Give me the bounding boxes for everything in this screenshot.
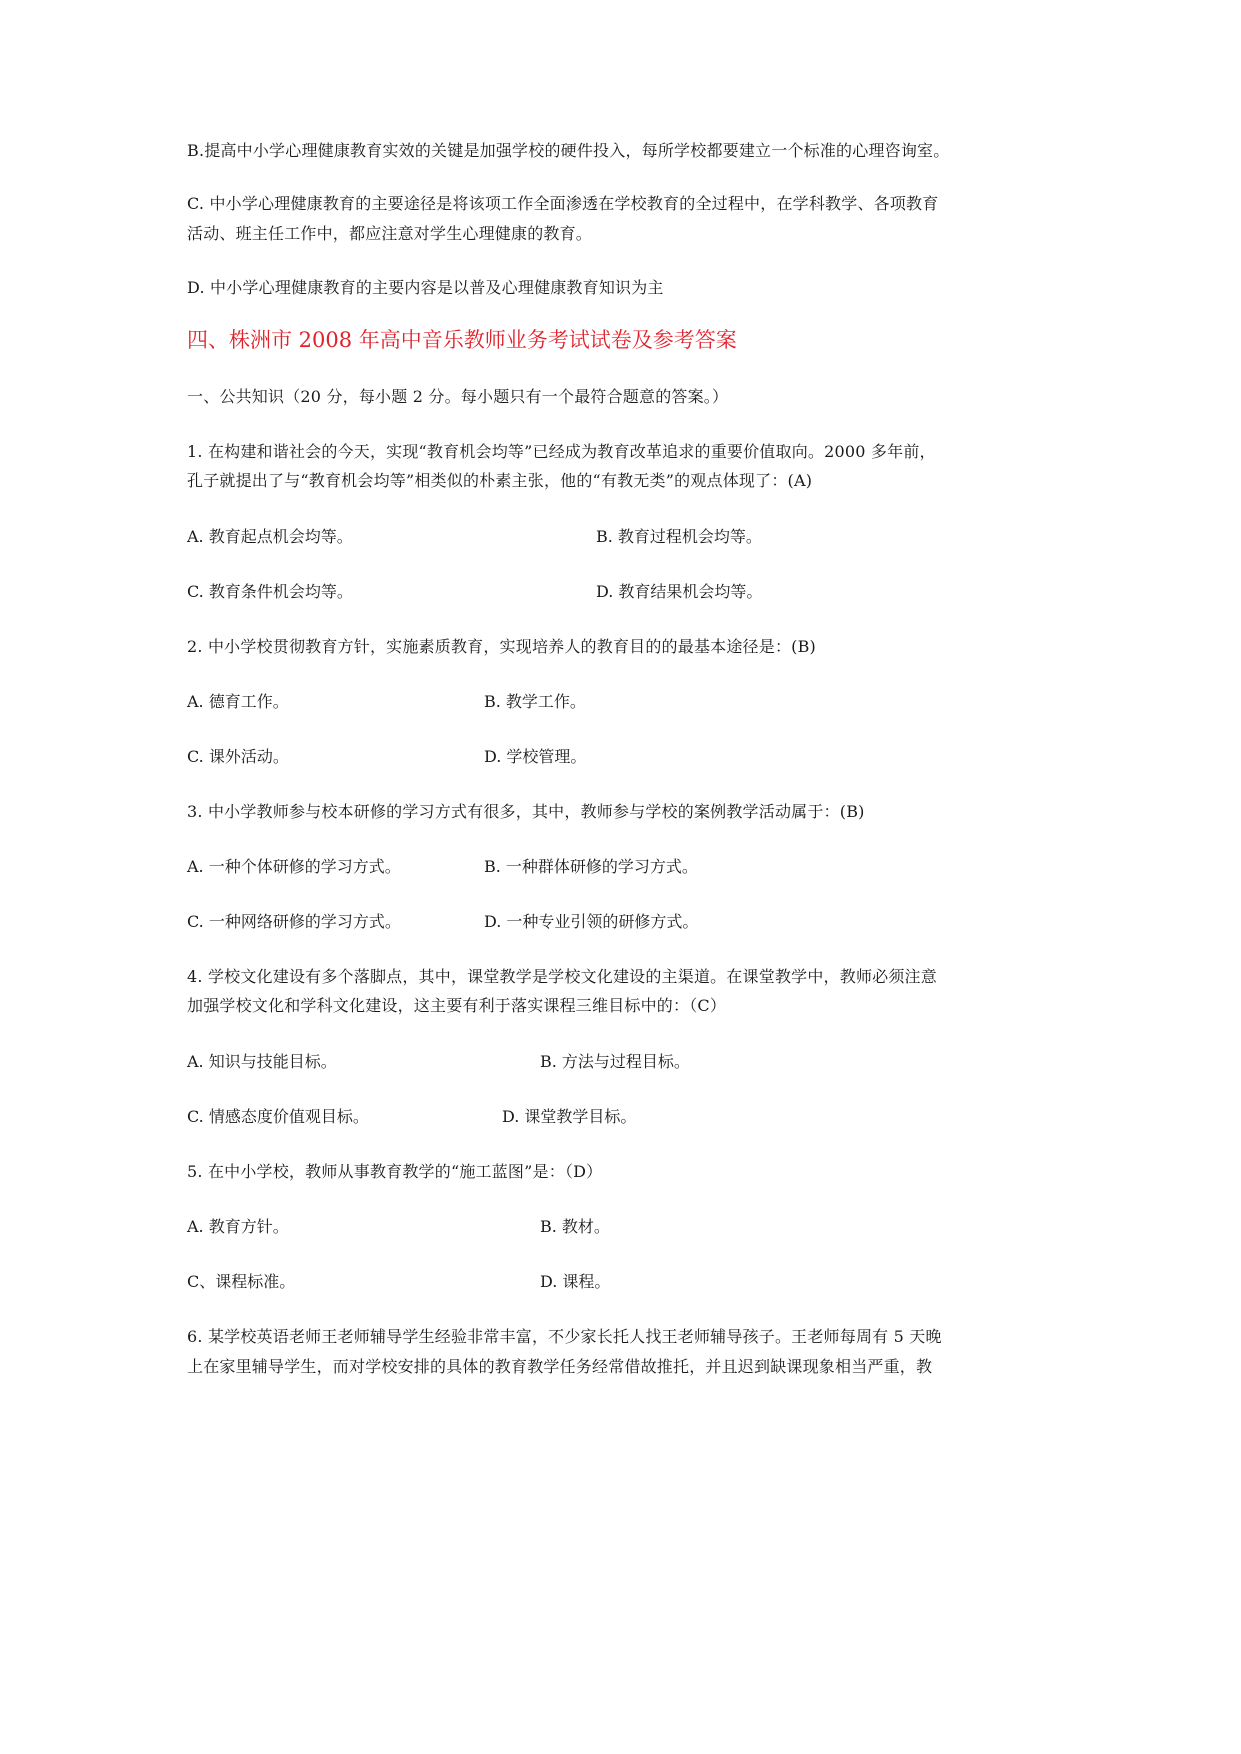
- prev-option-d: D. 中小学心理健康教育的主要内容是以普及心理健康教育知识为主: [187, 278, 664, 297]
- question-2-option-c: C. 课外活动。: [187, 747, 289, 766]
- question-5-line-1: 5. 在中小学校，教师从事教育教学的“施工蓝图”是：（D）: [187, 1162, 603, 1181]
- question-2-line-1: 2. 中小学校贯彻教育方针，实施素质教育，实现培养人的教育目的的最基本途径是：(B): [187, 637, 816, 656]
- question-2-option-b: B. 教学工作。: [484, 692, 586, 711]
- question-3-option-c: C. 一种网络研修的学习方式。: [187, 912, 401, 931]
- question-6-line-1: 6. 某学校英语老师王老师辅导学生经验非常丰富，不少家长托人找王老师辅导孩子。王老师每周有 5 天晚: [187, 1327, 942, 1346]
- question-5-option-a: A. 教育方针。: [187, 1217, 289, 1236]
- question-1-line-1: 1. 在构建和谐社会的今天，实现“教育机会均等”已经成为教育改革追求的重要价值取向。2000 多年前，: [187, 442, 936, 461]
- part-title: 一、公共知识（20 分，每小题 2 分。每小题只有一个最符合题意的答案。）: [187, 387, 729, 406]
- question-5-option-c: C、课程标准。: [187, 1272, 296, 1291]
- question-4-option-a: A. 知识与技能目标。: [187, 1052, 337, 1071]
- question-5-option-b: B. 教材。: [540, 1217, 610, 1236]
- question-4-line-1: 4. 学校文化建设有多个落脚点，其中，课堂教学是学校文化建设的主渠道。在课堂教学中，教师必须注意: [187, 967, 937, 986]
- question-2-option-d: D. 学校管理。: [484, 747, 587, 766]
- question-4-option-d: D. 课堂教学目标。: [502, 1107, 637, 1126]
- question-1-line-2: 孔子就提出了与“教育机会均等”相类似的朴素主张，他的“有教无类”的观点体现了：(A): [187, 471, 813, 490]
- question-1-option-b: B. 教育过程机会均等。: [596, 527, 762, 546]
- question-4-option-b: B. 方法与过程目标。: [540, 1052, 690, 1071]
- question-3-line-1: 3. 中小学教师参与校本研修的学习方式有很多，其中，教师参与学校的案例教学活动属于：(B): [187, 802, 865, 821]
- prev-option-b: B.提高中小学心理健康教育实效的关键是加强学校的硬件投入，每所学校都要建立一个标准的心理咨询室。: [187, 141, 950, 160]
- question-1-option-c: C. 教育条件机会均等。: [187, 582, 353, 601]
- question-4-option-c: C. 情感态度价值观目标。: [187, 1107, 369, 1126]
- question-3-option-b: B. 一种群体研修的学习方式。: [484, 857, 698, 876]
- question-2-option-a: A. 德育工作。: [187, 692, 289, 711]
- prev-option-c-line1: C. 中小学心理健康教育的主要途径是将该项工作全面渗透在学校教育的全过程中，在学科教学、各项教育: [187, 194, 939, 213]
- question-3-option-a: A. 一种个体研修的学习方式。: [187, 857, 401, 876]
- question-3-option-d: D. 一种专业引领的研修方式。: [484, 912, 699, 931]
- question-6-line-2: 上在家里辅导学生，而对学校安排的具体的教育教学任务经常借故推托，并且迟到缺课现象相当严重，教: [187, 1357, 933, 1376]
- section-heading: 四、株洲市 2008 年高中音乐教师业务考试试卷及参考答案: [187, 328, 737, 352]
- prev-option-c-line2: 活动、班主任工作中，都应注意对学生心理健康的教育。: [187, 224, 593, 243]
- question-4-line-2: 加强学校文化和学科文化建设，这主要有利于落实课程三维目标中的：（C）: [187, 996, 727, 1015]
- question-5-option-d: D. 课程。: [540, 1272, 611, 1291]
- question-1-option-d: D. 教育结果机会均等。: [596, 582, 763, 601]
- question-1-option-a: A. 教育起点机会均等。: [187, 527, 353, 546]
